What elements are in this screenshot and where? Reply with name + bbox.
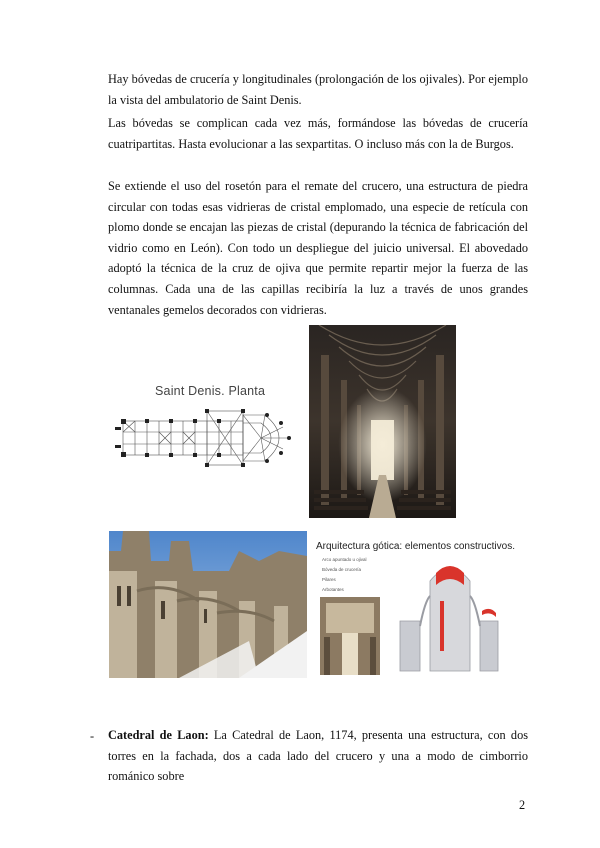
diagram-item-pillars: Pilares bbox=[322, 577, 336, 582]
diagram-item-buttresses: Arbotantes bbox=[322, 587, 344, 592]
diagram-item-vault: Bóveda de crucería bbox=[322, 567, 362, 572]
nave-interior-photo bbox=[309, 325, 456, 518]
diagram-item-arch: Arco apuntado u ojival bbox=[322, 557, 367, 562]
paragraph-rose-window: Se extiende el uso del rosetón para el remate del crucero, una estructura de piedra circular con todas esas vidrieras de cristal emplomado, una especie de retícula con plomo donde se encajan las piezas de cristal (depurando la técnica de fabricación del vidrio como en León). Con todo un despliegue del juicio universal. El abovedado adoptó la técnica de la cruz de ojiva que permite repartir mejor la fuerza de las columnas. Cada una de las capillas recibiría la luz a través de unos grandes ventanales gemelos decorados con vidrieras. bbox=[108, 179, 528, 317]
paragraph-vaults: Hay bóvedas de crucería y longitudinales (prolongación de los ojivales). Por ejemplo la vista del ambulatorio de Saint Denis. bbox=[108, 72, 528, 107]
exterior-buttresses-photo bbox=[109, 531, 307, 678]
bullet-marker: - bbox=[90, 729, 95, 743]
gothic-elements-diagram bbox=[314, 531, 499, 678]
page-number: 2 bbox=[519, 798, 526, 812]
diagram-title: Arquitectura gótica: elementos constructivos. bbox=[316, 541, 515, 552]
bullet-term: Catedral de Laon: bbox=[108, 728, 209, 742]
bullet-laon bbox=[108, 725, 528, 787]
plan-caption: Saint Denis. Planta bbox=[155, 384, 266, 398]
bullet-body: La Catedral de Laon, 1174, presenta una estructura, con dos torres en la fachada, dos a cada lado del crucero y una a modo de cimborrio románico sobre bbox=[108, 728, 528, 784]
paragraph-quadripartite: Las bóvedas se complican cada vez más, formándose las bóvedas de crucería cuatripartitas. Hasta evolucionar a las sexpartitas. O incluso más con la de Burgos. bbox=[108, 116, 528, 151]
